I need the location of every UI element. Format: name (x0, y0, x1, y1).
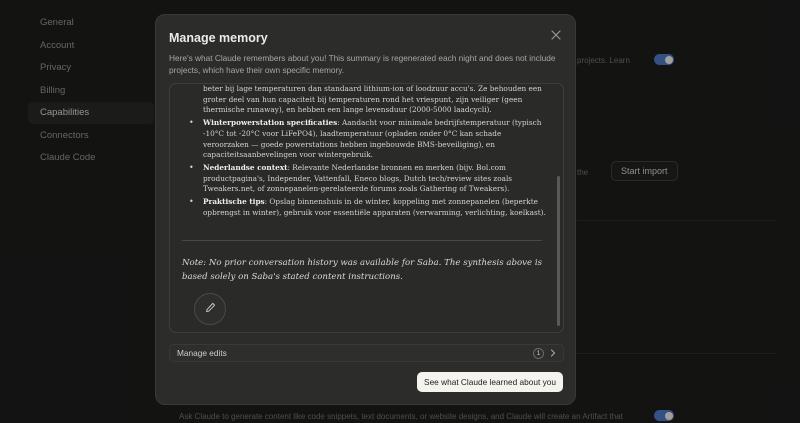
sidebar-item-connectors[interactable]: Connectors (40, 129, 89, 141)
memory-fragment: beter bij lage temperaturen dan standaard lithium-ion of loodzuur accu's. Ze behouden een groter deel van hun capaciteit bij temperaturen rond het vriespunt, zijn veiliger (geen thermische runaway), en hebben een lange levensduur (2000-5000 laadcycli). (203, 84, 542, 115)
pencil-icon (205, 300, 216, 318)
memory-list (182, 118, 548, 218)
sidebar-item-claude-code[interactable]: Claude Code (40, 152, 96, 163)
list-item-title: Winterpowerstation specificaties (203, 118, 338, 128)
sidebar-item-account[interactable]: Account (40, 39, 75, 51)
memory-summary-panel[interactable] (169, 83, 564, 333)
projects-memory-text: projects. Learn (577, 56, 630, 65)
memory-note: Note: No prior conversation history was available for Saba. The synthesis above is based solely on Saba's stated content instructions. (182, 258, 543, 282)
dialog-description: Here's what Claude remembers about you! This summary is regenerated each night and does not include projects, which have their own specific memory. (169, 53, 556, 75)
sidebar-item-privacy[interactable]: Privacy (40, 62, 72, 73)
list-item-title: Nederlandse context (203, 162, 288, 172)
start-import-button[interactable]: Start import (611, 161, 678, 181)
memory-scrollbar[interactable] (557, 176, 560, 326)
list-item-text: : Relevante Nederlandse bronnen en merken (bijv. Bol.com productpagina's, Independer, Vattenfall, Eneco blogs, Dutch tech/review sites zoals Tweakers.net, of zonnepanelen-gerelateerde forums zoals Gathering of Tweakers). (203, 162, 513, 194)
list-item (182, 118, 548, 161)
list-item-title: Praktische tips (203, 197, 265, 207)
manage-edits-row[interactable] (169, 344, 564, 362)
see-what-claude-learned-button[interactable]: See what Claude learned about you (417, 372, 563, 392)
sidebar-item-general[interactable]: General (40, 17, 74, 28)
manage-edits-label: Manage edits (177, 348, 227, 358)
list-item-text: : Aandacht voor minimale bedrijfstemperatuur (typisch -10°C tot -20°C voor LiFePO4), laadtemperatuur (opladen onder 0°C kan schade veroorzaken — goede powerstations hebben ingebouwde BMS-beveiliging), en capaciteitsaanbevelingen voor wintergebruik. (203, 118, 542, 160)
edit-memory-button[interactable] (194, 293, 226, 325)
dialog-title: Manage memory (169, 31, 268, 45)
chevron-right-icon (549, 346, 557, 363)
sidebar-item-billing[interactable]: Billing (40, 84, 66, 96)
list-item (182, 197, 548, 218)
list-item (182, 163, 548, 195)
memory-summary-content (182, 84, 548, 220)
memory-divider (182, 240, 542, 241)
artifacts-description: Ask Claude to generate content like code snippets, text documents, or website designs, and Claude will create an Artifact that (179, 412, 623, 421)
manage-memory-dialog (155, 14, 576, 405)
manage-edits-count-badge: 1 (533, 348, 544, 359)
sidebar-item-capabilities[interactable]: Capabilities (28, 102, 154, 124)
close-icon[interactable] (549, 29, 563, 43)
import-text: the (577, 168, 589, 177)
list-item-text: : Opslag binnenshuis in de winter, koppeling met zonnepanelen (beperkte opbrengst in winter), gebruik voor essentiële apparaten (verwarming, verlichting, koelkast). (203, 197, 546, 217)
